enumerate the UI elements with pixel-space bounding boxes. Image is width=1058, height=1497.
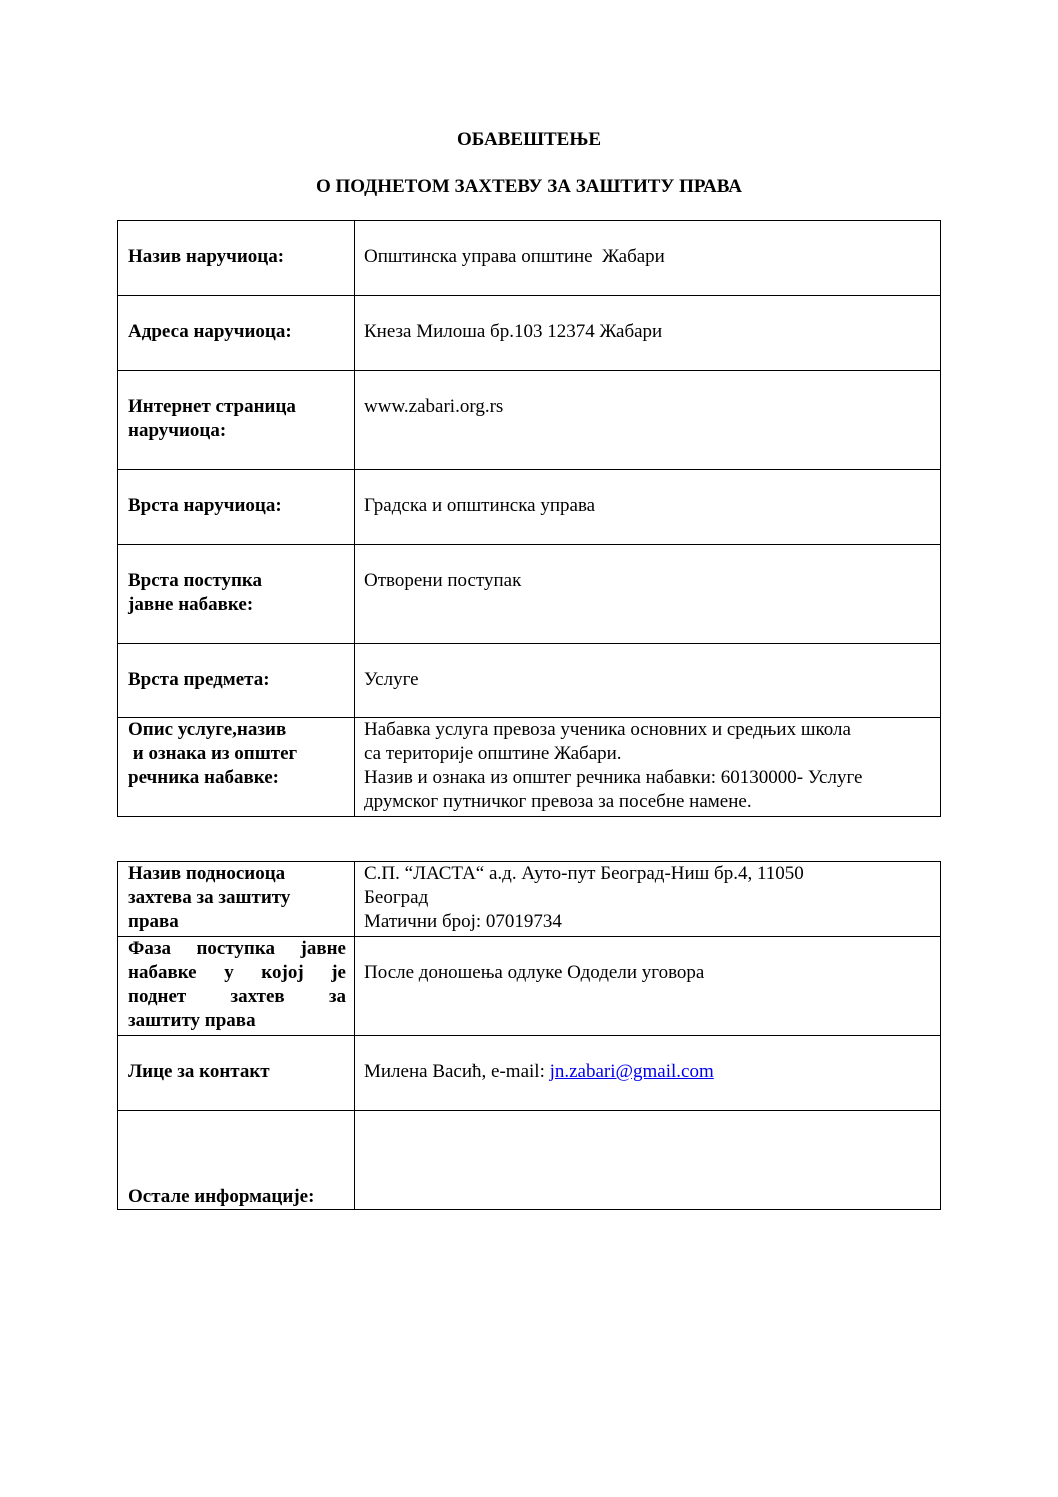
applicant-name-value	[355, 862, 941, 937]
contact-person-value	[355, 1036, 941, 1111]
procurer-name-label: Назив наручиоца:	[118, 221, 355, 296]
table-row	[118, 718, 941, 817]
service-description-label	[118, 718, 355, 817]
table-row	[118, 371, 941, 470]
other-info-label: Остале информације:	[118, 1111, 355, 1210]
label-line: и ознака из општег	[128, 743, 298, 764]
procurer-website-label	[118, 371, 355, 470]
procurer-address-label: Адреса наручиоца:	[118, 296, 355, 371]
procurer-type-value: Градска и општинска управа	[355, 470, 941, 545]
label-line: права	[128, 911, 179, 932]
label-line: речника набавке:	[128, 767, 279, 788]
label-line: заштиту права	[128, 1010, 256, 1031]
table-row	[118, 937, 941, 1036]
label-line: поднет захтев за	[128, 986, 346, 1007]
value-line: Назив и ознака из општег речника набавки: 60130000- Услуге	[364, 767, 863, 788]
subject-type-value: Услуге	[355, 644, 941, 718]
table-row	[118, 1036, 941, 1111]
value-line: С.П. “ЛАСТА“ а.д. Ауто-пут Београд-Ниш бр.4, 11050	[364, 863, 804, 884]
procurer-address-value: Кнеза Милоша бр.103 12374 Жабари	[355, 296, 941, 371]
contact-person-name: Милена Васић, e-mail:	[364, 1061, 550, 1082]
procedure-type-value: Отворени поступак	[355, 545, 941, 644]
procurer-type-label: Врста наручиоца:	[118, 470, 355, 545]
other-info-value	[355, 1111, 941, 1210]
table-row	[118, 644, 941, 718]
request-info-table	[117, 861, 941, 1210]
label-line: набавке у којој је	[128, 962, 346, 983]
table-row	[118, 470, 941, 545]
contact-person-label: Лице за контакт	[118, 1036, 355, 1111]
procedure-phase-label	[118, 937, 355, 1036]
contact-email-link[interactable]: jn.zabari@gmail.com	[549, 1061, 714, 1082]
table-row	[118, 1111, 941, 1210]
label-line: захтева за заштиту	[128, 887, 291, 908]
label-line: Врста поступка	[128, 570, 263, 591]
table-row	[118, 862, 941, 937]
label-line: Интернет страница	[128, 396, 296, 417]
value-line: Београд	[364, 887, 429, 908]
value-line: са територије општине Жабари.	[364, 743, 622, 764]
label-line: Фаза поступка јавне	[128, 938, 346, 959]
procurer-name-value: Општинска управа општине Жабари	[355, 221, 941, 296]
procurer-website-value: www.zabari.org.rs	[355, 371, 941, 470]
table-row	[118, 296, 941, 371]
table-row	[118, 545, 941, 644]
label-line: наручиоца:	[128, 420, 227, 441]
document-title: ОБАВЕШТЕЊЕ	[456, 129, 602, 150]
label-line: Опис услуге,назив	[128, 719, 287, 740]
value-line: Набавка услуга превоза ученика основних и средњих школа	[364, 719, 851, 740]
procedure-type-label	[118, 545, 355, 644]
value-line: Матични број: 07019734	[364, 911, 562, 932]
applicant-name-label	[118, 862, 355, 937]
label-line: Назив подносиоца	[128, 863, 286, 884]
procurer-info-table	[117, 220, 941, 817]
subject-type-label: Врста предмета:	[118, 644, 355, 718]
document-subtitle: О ПОДНЕТОМ ЗАХТЕВУ ЗА ЗАШТИТУ ПРАВА	[316, 176, 742, 197]
procedure-phase-value: После доношења одлуке Ододели уговора	[355, 937, 941, 1036]
value-line: друмског путничког превоза за посебне намене.	[364, 791, 752, 812]
table-row	[118, 221, 941, 296]
label-line: јавне набавке:	[128, 594, 254, 615]
service-description-value	[355, 718, 941, 817]
